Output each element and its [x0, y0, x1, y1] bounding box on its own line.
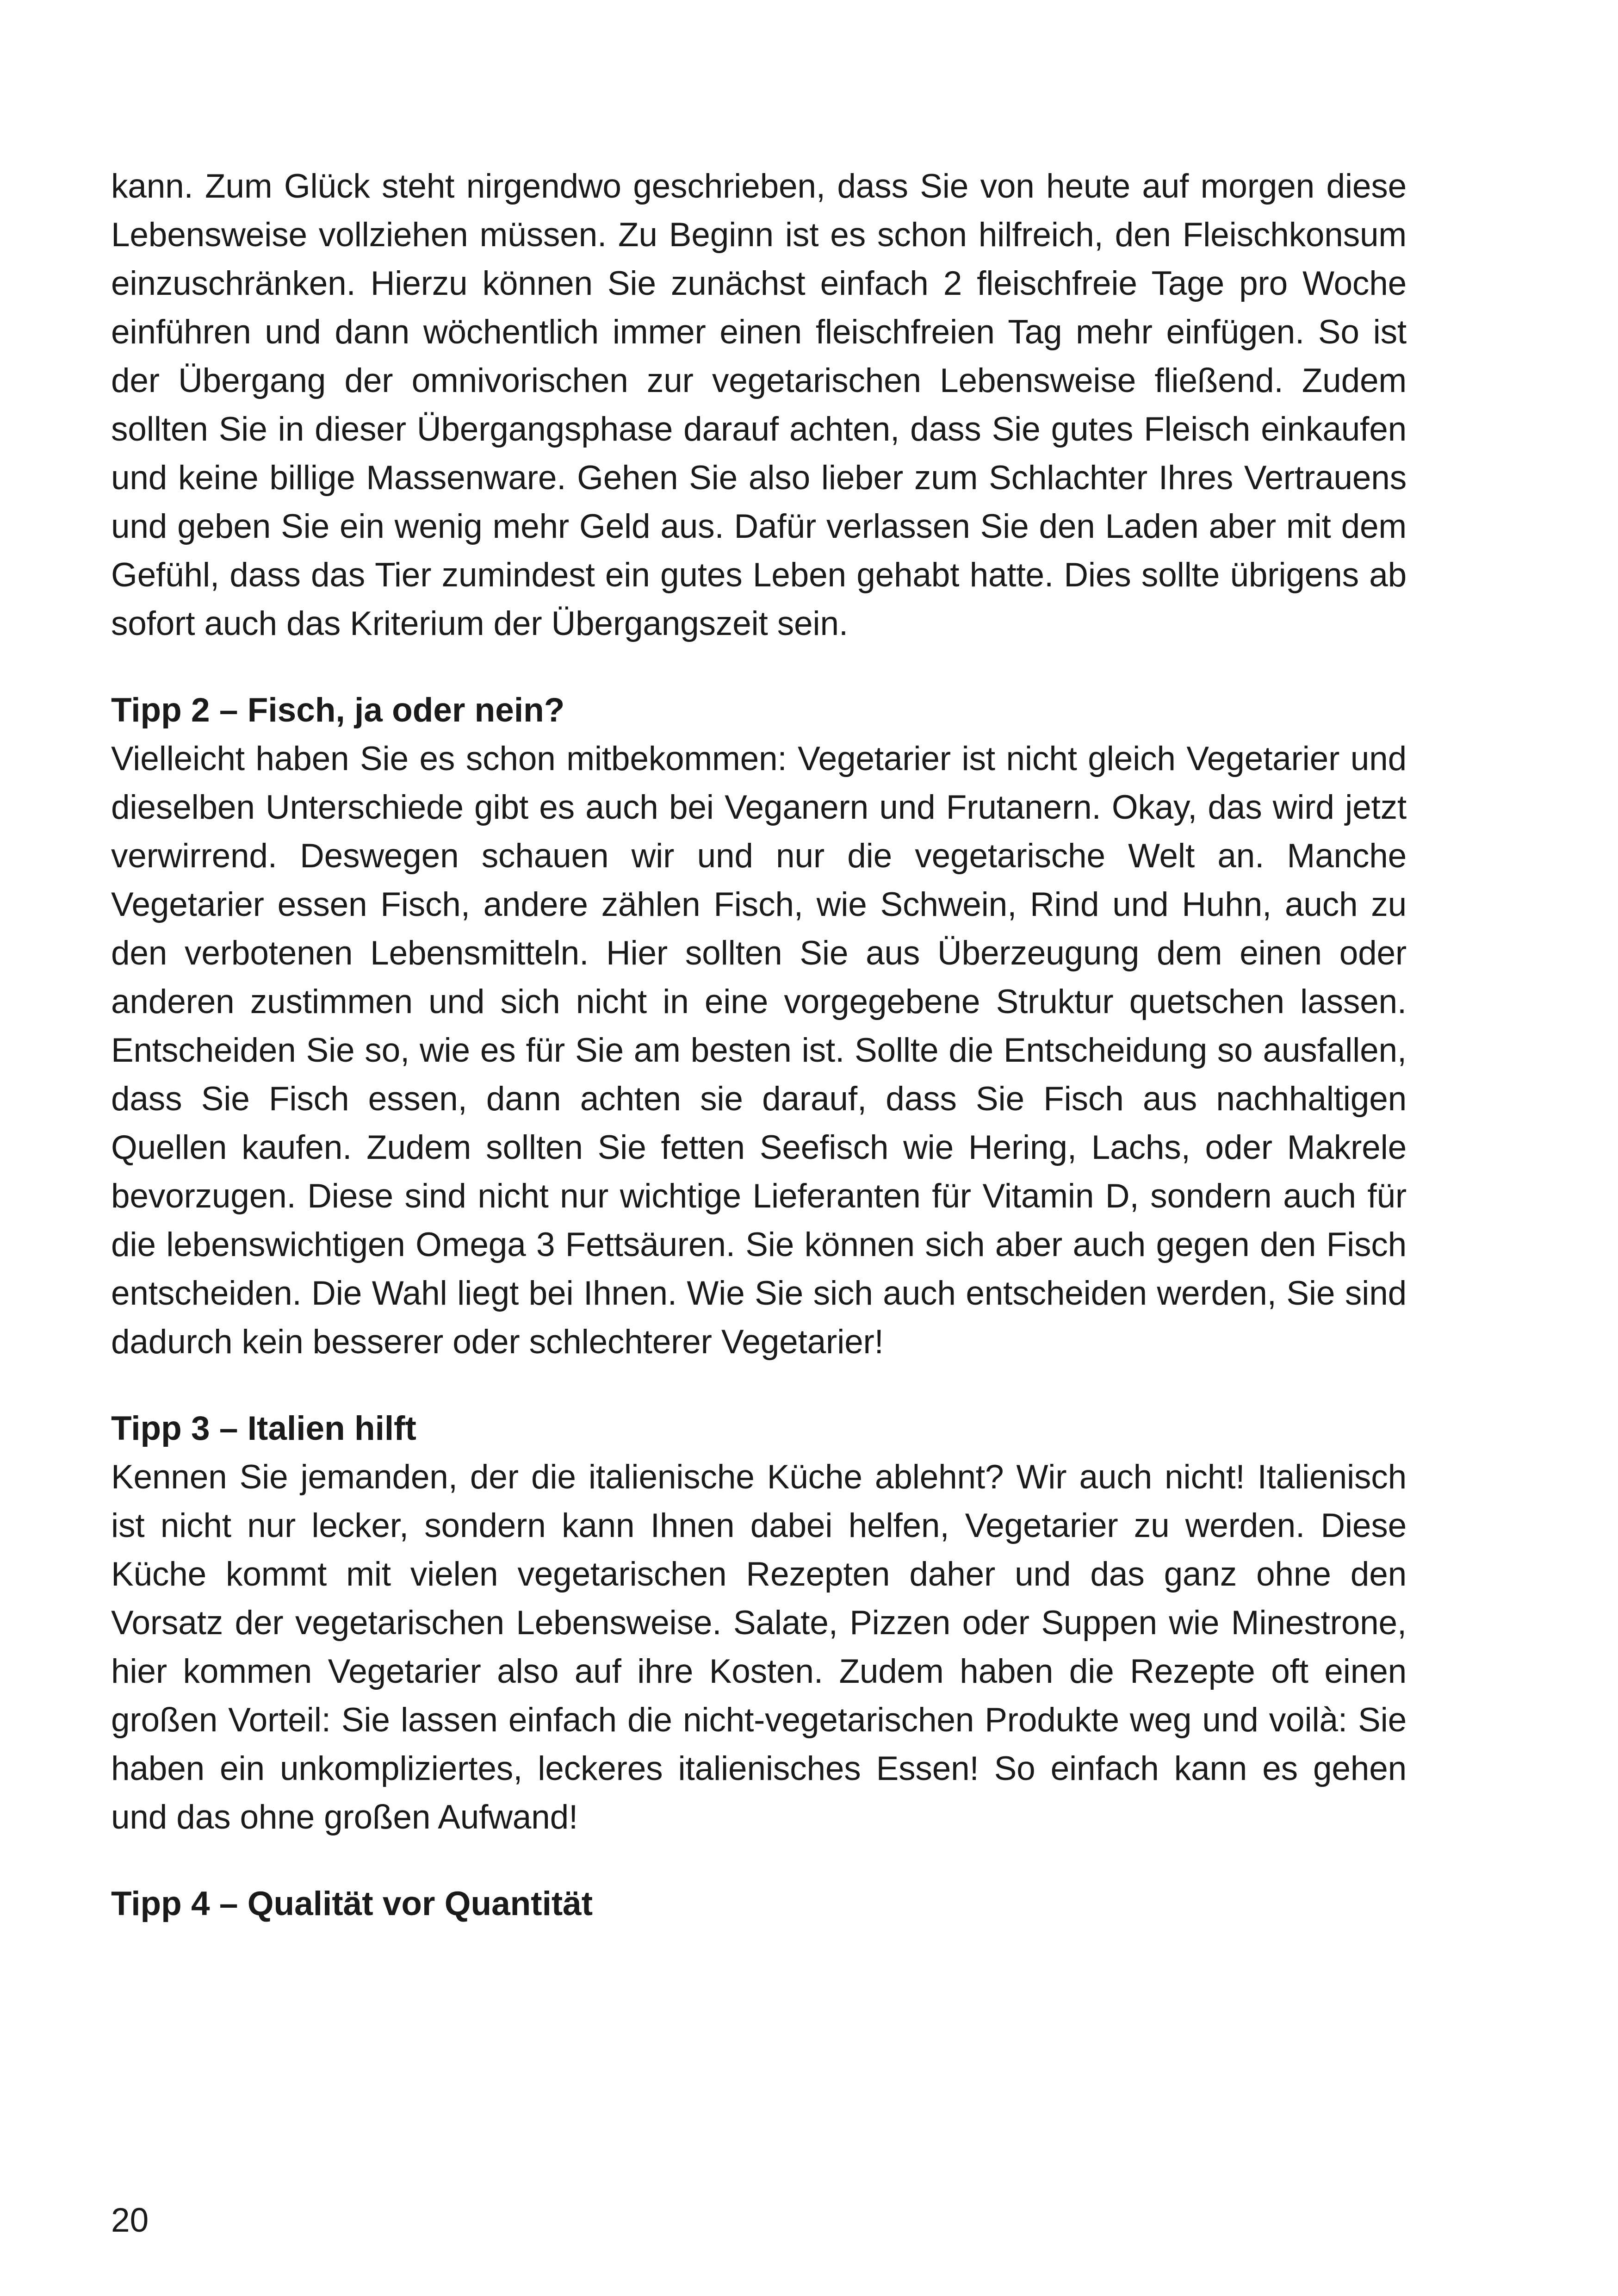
section-gap	[111, 1366, 1407, 1404]
section-gap	[111, 1842, 1407, 1879]
section-heading-tipp-3: Tipp 3 – Italien hilft	[111, 1410, 416, 1447]
section-heading-tipp-4: Tipp 4 – Qualität vor Quantität	[111, 1885, 593, 1923]
section-text-tipp-2: Vielleicht haben Sie es schon mitbekommen: Vegetarier ist nicht gleich Vegetarier und dieselben Unterschiede gibt es auch bei Veganern und Frutanern. Okay, das wird jetzt verwirrend. Deswegen schauen wir und nur die vegetarische Welt an. Manche Vegetarier essen Fisch, andere zählen Fisch, wie Schwein, Rind und Huhn, auch zu den verbotenen Lebensmitteln. Hier sollten Sie aus Überzeugung dem einen oder anderen zustimmen und sich nicht in eine vorgegebene Struktur quetschen lassen. Entscheiden Sie so, wie es für Sie am besten ist. Sollte die Entscheidung so ausfallen, dass Sie Fisch essen, dann achten sie darauf, dass Sie Fisch aus nachhaltigen Quellen kaufen. Zudem sollten Sie fetten Seefisch wie Hering, Lachs, oder Makrele bevorzugen. Diese sind nicht nur wichtige Lieferanten für Vitamin D, sondern auch für die lebenswichtigen Omega 3 Fettsäuren. Sie können sich aber auch gegen den Fisch entscheiden. Die Wahl liegt bei Ihnen. Wie Sie sich auch entscheiden werden, Sie sind dadurch kein besserer oder schlechterer Vegetarier!	[111, 740, 1407, 1361]
intro-paragraph: kann. Zum Glück steht nirgendwo geschrieben, dass Sie von heute auf morgen diese Lebensweise vollziehen müssen. Zu Beginn ist es schon hilfreich, den Fleischkonsum einzuschränken. Hierzu können Sie zunächst einfach 2 fleischfreie Tage pro Woche einführen und dann wöchentlich immer einen fleischfreien Tag mehr einfügen. So ist der Übergang der omnivorischen zur vegetarischen Lebensweise fließend. Zudem sollten Sie in dieser Übergangsphase darauf achten, dass Sie gutes Fleisch einkaufen und keine billige Massenware. Gehen Sie also lieber zum Schlachter Ihres Vertrauens und geben Sie ein wenig mehr Geld aus. Dafür verlassen Sie den Laden aber mit dem Gefühl, dass das Tier zumindest ein gutes Leben gehabt hatte. Dies sollte übrigens ab sofort auch das Kriterium der Übergangszeit sein.	[111, 168, 1407, 642]
page-number: 20	[111, 2202, 149, 2239]
page-body	[111, 162, 1407, 1928]
section-text-tipp-3: Kennen Sie jemanden, der die italienische Küche ablehnt? Wir auch nicht! Italienisch ist nicht nur lecker, sondern kann Ihnen dabei helfen, Vegetarier zu werden. Diese Küche kommt mit vielen vegetarischen Rezepten daher und das ganz ohne den Vorsatz der vegetarischen Lebensweise. Salate, Pizzen oder Suppen wie Minestrone, hier kommen Vegetarier also auf ihre Kosten. Zudem haben die Rezepte oft einen großen Vorteil: Sie lassen einfach die nicht-vegetarischen Produkte weg und voilà: Sie haben ein unkompliziertes, leckeres italienisches Essen! So einfach kann es gehen und das ohne großen Aufwand!	[111, 1458, 1407, 1836]
section-heading-tipp-2: Tipp 2 – Fisch, ja oder nein?	[111, 691, 565, 729]
section-gap	[111, 648, 1407, 686]
